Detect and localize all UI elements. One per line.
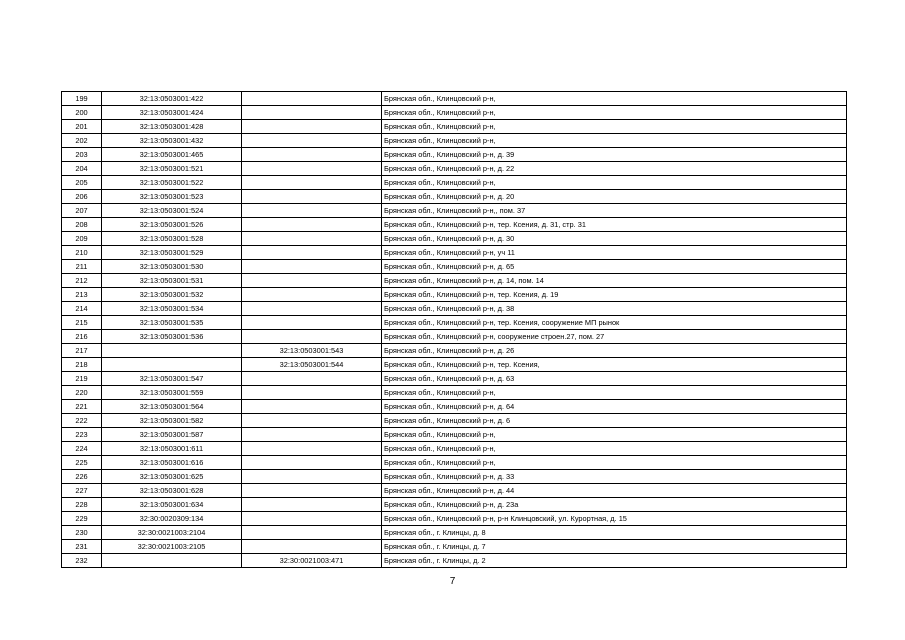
- table-row: [62, 260, 847, 274]
- table-row: [62, 274, 847, 288]
- table-row: [62, 106, 847, 120]
- linked-cadastral-number-cell: [242, 428, 382, 442]
- row-number-cell: 201: [62, 120, 102, 134]
- row-number-cell: 228: [62, 498, 102, 512]
- address-cell: Брянская обл., Клинцовский р-н, д. 26: [382, 344, 847, 358]
- cadastral-number-cell: 32:13:0503001:422: [102, 92, 242, 106]
- table-row: [62, 288, 847, 302]
- address-cell: Брянская обл., Клинцовский р-н, д. 14, пом. 14: [382, 274, 847, 288]
- cadastral-number-cell: 32:13:0503001:424: [102, 106, 242, 120]
- table-row: [62, 470, 847, 484]
- address-cell: Брянская обл., Клинцовский р-н, тер. Ксения, сооружение МП рынок: [382, 316, 847, 330]
- table-row: [62, 414, 847, 428]
- address-cell: Брянская обл., Клинцовский р-н, д. 20: [382, 190, 847, 204]
- table-row: [62, 204, 847, 218]
- address-cell: Брянская обл., г. Клинцы, д. 8: [382, 526, 847, 540]
- linked-cadastral-number-cell: [242, 204, 382, 218]
- cadastral-number-cell: 32:13:0503001:531: [102, 274, 242, 288]
- linked-cadastral-number-cell: [242, 260, 382, 274]
- address-cell: Брянская обл., Клинцовский р-н, д. 6: [382, 414, 847, 428]
- row-number-cell: 223: [62, 428, 102, 442]
- table-row: [62, 302, 847, 316]
- linked-cadastral-number-cell: [242, 386, 382, 400]
- row-number-cell: 224: [62, 442, 102, 456]
- row-number-cell: 216: [62, 330, 102, 344]
- address-cell: Брянская обл., Клинцовский р-н,: [382, 386, 847, 400]
- table-row: [62, 92, 847, 106]
- table-row: [62, 190, 847, 204]
- row-number-cell: 220: [62, 386, 102, 400]
- row-number-cell: 206: [62, 190, 102, 204]
- linked-cadastral-number-cell: [242, 162, 382, 176]
- linked-cadastral-number-cell: [242, 540, 382, 554]
- cadastral-number-cell: 32:13:0503001:530: [102, 260, 242, 274]
- address-cell: Брянская обл., г. Клинцы, д. 7: [382, 540, 847, 554]
- cadastral-number-cell: 32:13:0503001:535: [102, 316, 242, 330]
- row-number-cell: 207: [62, 204, 102, 218]
- row-number-cell: 215: [62, 316, 102, 330]
- cadastral-number-cell: 32:13:0503001:532: [102, 288, 242, 302]
- linked-cadastral-number-cell: [242, 120, 382, 134]
- row-number-cell: 226: [62, 470, 102, 484]
- row-number-cell: 231: [62, 540, 102, 554]
- row-number-cell: 210: [62, 246, 102, 260]
- linked-cadastral-number-cell: [242, 512, 382, 526]
- row-number-cell: 204: [62, 162, 102, 176]
- linked-cadastral-number-cell: [242, 134, 382, 148]
- row-number-cell: 213: [62, 288, 102, 302]
- address-cell: Брянская обл., Клинцовский р-н, д. 39: [382, 148, 847, 162]
- linked-cadastral-number-cell: [242, 218, 382, 232]
- cadastral-number-cell: 32:13:0503001:625: [102, 470, 242, 484]
- table-row: [62, 316, 847, 330]
- linked-cadastral-number-cell: [242, 274, 382, 288]
- linked-cadastral-number-cell: [242, 106, 382, 120]
- address-cell: Брянская обл., Клинцовский р-н, уч 11: [382, 246, 847, 260]
- address-cell: Брянская обл., Клинцовский р-н,: [382, 456, 847, 470]
- table-row: [62, 512, 847, 526]
- address-cell: Брянская обл., Клинцовский р-н, тер. Ксения,: [382, 358, 847, 372]
- linked-cadastral-number-cell: [242, 148, 382, 162]
- table-row: [62, 498, 847, 512]
- table-row: [62, 218, 847, 232]
- linked-cadastral-number-cell: [242, 372, 382, 386]
- row-number-cell: 230: [62, 526, 102, 540]
- linked-cadastral-number-cell: [242, 414, 382, 428]
- address-cell: Брянская обл., Клинцовский р-н,: [382, 92, 847, 106]
- cadastral-number-cell: 32:13:0503001:523: [102, 190, 242, 204]
- linked-cadastral-number-cell: [242, 526, 382, 540]
- row-number-cell: 199: [62, 92, 102, 106]
- cadastral-number-cell: 32:13:0503001:428: [102, 120, 242, 134]
- page-number: 7: [449, 576, 456, 587]
- row-number-cell: 212: [62, 274, 102, 288]
- address-cell: Брянская обл., Клинцовский р-н,: [382, 120, 847, 134]
- cadastral-number-cell: 32:30:0020309:134: [102, 512, 242, 526]
- address-cell: Брянская обл., Клинцовский р-н, д. 44: [382, 484, 847, 498]
- cadastral-number-cell: 32:13:0503001:628: [102, 484, 242, 498]
- address-cell: Брянская обл., Клинцовский р-н,: [382, 176, 847, 190]
- linked-cadastral-number-cell: 32:13:0503001:544: [242, 358, 382, 372]
- linked-cadastral-number-cell: [242, 456, 382, 470]
- address-cell: Брянская обл., г. Клинцы, д. 2: [382, 554, 847, 568]
- cadastral-number-cell: 32:13:0503001:529: [102, 246, 242, 260]
- linked-cadastral-number-cell: [242, 190, 382, 204]
- table-row: [62, 386, 847, 400]
- row-number-cell: 221: [62, 400, 102, 414]
- address-cell: Брянская обл., Клинцовский р-н, д. 33: [382, 470, 847, 484]
- row-number-cell: 209: [62, 232, 102, 246]
- cadastral-table: [61, 91, 847, 568]
- address-cell: Брянская обл., Клинцовский р-н, д. 23а: [382, 498, 847, 512]
- linked-cadastral-number-cell: [242, 92, 382, 106]
- cadastral-number-cell: 32:13:0503001:534: [102, 302, 242, 316]
- row-number-cell: 208: [62, 218, 102, 232]
- linked-cadastral-number-cell: [242, 442, 382, 456]
- cadastral-number-cell: 32:13:0503001:536: [102, 330, 242, 344]
- linked-cadastral-number-cell: 32:13:0503001:543: [242, 344, 382, 358]
- cadastral-number-cell: 32:13:0503001:547: [102, 372, 242, 386]
- row-number-cell: 225: [62, 456, 102, 470]
- row-number-cell: 232: [62, 554, 102, 568]
- row-number-cell: 227: [62, 484, 102, 498]
- table-row: [62, 428, 847, 442]
- table-row: [62, 372, 847, 386]
- table-row: [62, 526, 847, 540]
- table-row: [62, 400, 847, 414]
- table-row: [62, 120, 847, 134]
- cadastral-number-cell: 32:13:0503001:528: [102, 232, 242, 246]
- address-cell: Брянская обл., Клинцовский р-н,, пом. 37: [382, 204, 847, 218]
- row-number-cell: 219: [62, 372, 102, 386]
- linked-cadastral-number-cell: [242, 302, 382, 316]
- cadastral-number-cell: 32:13:0503001:524: [102, 204, 242, 218]
- cadastral-number-cell: [102, 554, 242, 568]
- table-row: [62, 484, 847, 498]
- cadastral-number-cell: [102, 358, 242, 372]
- address-cell: Брянская обл., Клинцовский р-н, тер. Ксения, д. 31, стр. 31: [382, 218, 847, 232]
- linked-cadastral-number-cell: [242, 316, 382, 330]
- table-row: [62, 456, 847, 470]
- address-cell: Брянская обл., Клинцовский р-н, д. 22: [382, 162, 847, 176]
- cadastral-number-cell: 32:13:0503001:559: [102, 386, 242, 400]
- address-cell: Брянская обл., Клинцовский р-н, тер. Ксения, д. 19: [382, 288, 847, 302]
- address-cell: Брянская обл., Клинцовский р-н, д. 38: [382, 302, 847, 316]
- row-number-cell: 211: [62, 260, 102, 274]
- address-cell: Брянская обл., Клинцовский р-н,: [382, 428, 847, 442]
- linked-cadastral-number-cell: [242, 484, 382, 498]
- row-number-cell: 202: [62, 134, 102, 148]
- linked-cadastral-number-cell: [242, 288, 382, 302]
- table-row: [62, 134, 847, 148]
- row-number-cell: 214: [62, 302, 102, 316]
- row-number-cell: 229: [62, 512, 102, 526]
- row-number-cell: 218: [62, 358, 102, 372]
- cadastral-number-cell: 32:30:0021003:2104: [102, 526, 242, 540]
- table-row: [62, 540, 847, 554]
- table-row: [62, 162, 847, 176]
- row-number-cell: 222: [62, 414, 102, 428]
- row-number-cell: 200: [62, 106, 102, 120]
- cadastral-number-cell: 32:13:0503001:634: [102, 498, 242, 512]
- table-row: [62, 232, 847, 246]
- address-cell: Брянская обл., Клинцовский р-н, д. 64: [382, 400, 847, 414]
- row-number-cell: 203: [62, 148, 102, 162]
- cadastral-number-cell: 32:13:0503001:564: [102, 400, 242, 414]
- address-cell: Брянская обл., Клинцовский р-н,: [382, 442, 847, 456]
- linked-cadastral-number-cell: [242, 176, 382, 190]
- table-row: [62, 246, 847, 260]
- linked-cadastral-number-cell: [242, 400, 382, 414]
- cadastral-number-cell: 32:13:0503001:465: [102, 148, 242, 162]
- linked-cadastral-number-cell: [242, 246, 382, 260]
- cadastral-number-cell: 32:13:0503001:616: [102, 456, 242, 470]
- table-row: [62, 442, 847, 456]
- row-number-cell: 217: [62, 344, 102, 358]
- linked-cadastral-number-cell: [242, 470, 382, 484]
- table-row: [62, 176, 847, 190]
- table-row: [62, 554, 847, 568]
- address-cell: Брянская обл., Клинцовский р-н,: [382, 106, 847, 120]
- cadastral-number-cell: 32:13:0503001:582: [102, 414, 242, 428]
- table-row: [62, 148, 847, 162]
- address-cell: Брянская обл., Клинцовский р-н, сооружение строен.27, пом. 27: [382, 330, 847, 344]
- linked-cadastral-number-cell: [242, 232, 382, 246]
- cadastral-number-cell: 32:30:0021003:2105: [102, 540, 242, 554]
- cadastral-number-cell: 32:13:0503001:432: [102, 134, 242, 148]
- address-cell: Брянская обл., Клинцовский р-н,: [382, 134, 847, 148]
- cadastral-number-cell: [102, 344, 242, 358]
- table-row: [62, 330, 847, 344]
- cadastral-number-cell: 32:13:0503001:521: [102, 162, 242, 176]
- linked-cadastral-number-cell: 32:30:0021003:471: [242, 554, 382, 568]
- row-number-cell: 205: [62, 176, 102, 190]
- cadastral-number-cell: 32:13:0503001:611: [102, 442, 242, 456]
- cadastral-number-cell: 32:13:0503001:587: [102, 428, 242, 442]
- address-cell: Брянская обл., Клинцовский р-н, р-н Клинцовский, ул. Курортная, д. 15: [382, 512, 847, 526]
- address-cell: Брянская обл., Клинцовский р-н, д. 65: [382, 260, 847, 274]
- table-body: [62, 92, 847, 568]
- table-row: [62, 358, 847, 372]
- linked-cadastral-number-cell: [242, 498, 382, 512]
- cadastral-number-cell: 32:13:0503001:526: [102, 218, 242, 232]
- table-row: [62, 344, 847, 358]
- cadastral-number-cell: 32:13:0503001:522: [102, 176, 242, 190]
- address-cell: Брянская обл., Клинцовский р-н, д. 63: [382, 372, 847, 386]
- linked-cadastral-number-cell: [242, 330, 382, 344]
- address-cell: Брянская обл., Клинцовский р-н, д. 30: [382, 232, 847, 246]
